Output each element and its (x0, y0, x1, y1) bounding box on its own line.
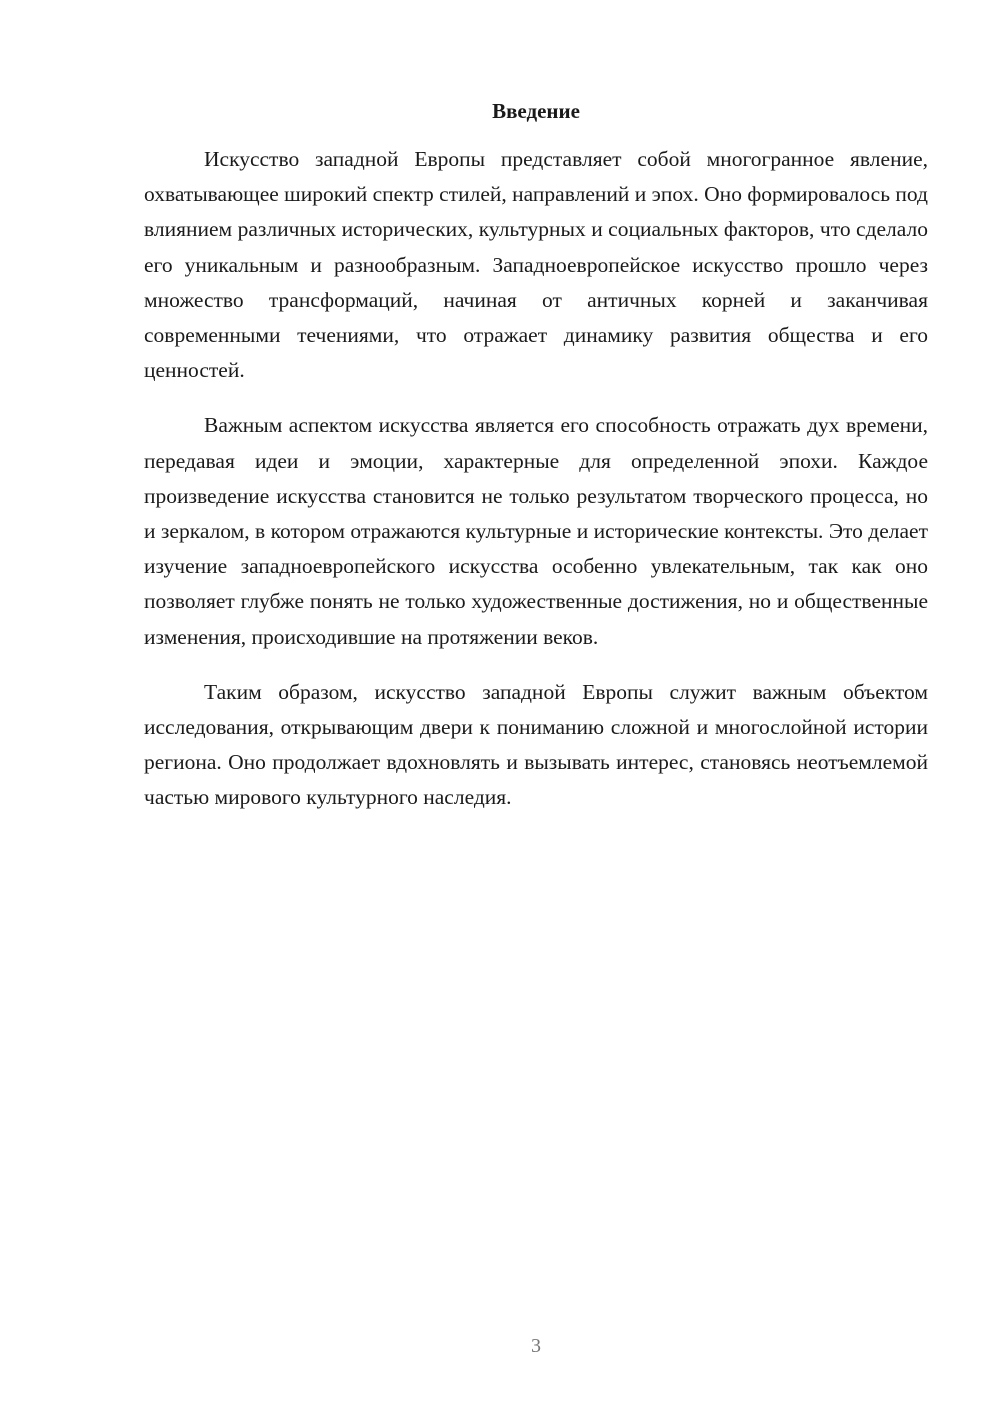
paragraph-3: Таким образом, искусство западной Европы служит важным объектом исследования, открывающим двери к пониманию сложной и многослойной истории региона. Оно продолжает вдохновлять и вызывать интерес, становясь неотъемлемой частью мирового культурного наследия. (144, 679, 928, 810)
page-number: 3 (531, 1335, 541, 1357)
section-heading: Введение (492, 99, 580, 123)
paragraph-2: Важным аспектом искусства является его способность отражать дух времени, передавая идеи и эмоции, характерные для определенной эпохи. Каждое произведение искусства становится не только результатом творческого процесса, но и зеркалом, в котором отражаются культурные и исторические контексты. Это делает изучение западноевропейского искусства особенно увлекательным, так как оно позволяет глубже понять не только художественные достижения, но и общественные изменения, происходившие на протяжении веков. (144, 413, 928, 649)
paragraph-1: Искусство западной Европы представляет собой многогранное явление, охватывающее широкий спектр стилей, направлений и эпох. Оно формировалось под влиянием различных исторических, культурных и социальных факторов, что сделало его уникальным и разнообразным. Западноевропейское искусство прошло через множество трансформаций, начиная от античных корней и заканчивая современными течениями, что отражает динамику развития общества и его ценностей. (144, 147, 928, 383)
body-text (144, 142, 928, 836)
